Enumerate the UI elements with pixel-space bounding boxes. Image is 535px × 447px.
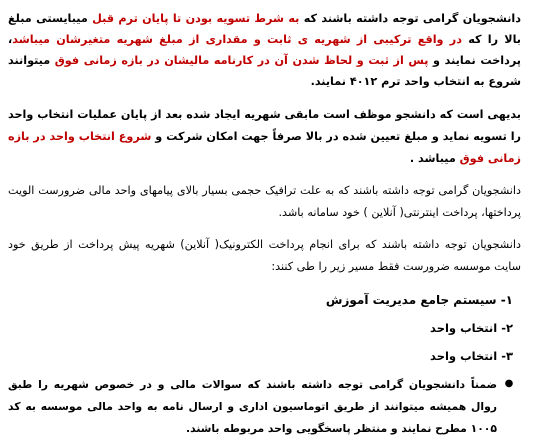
- step-course-selection: ۳- انتخاب واحد: [430, 349, 513, 363]
- online-payment-path-notice: دانشجویان توجه داشته باشند که برای انجام پرداخت الکترونیک( آنلاین) شهریه پیش پرداخت از طریق خود سایت موسسه ضرورست فقط مسیر زیر را طی کنند:: [8, 238, 521, 273]
- notice-text: میتوانند شروع به انتخاب واحد ترم ۴۰۱۲ نمایند.: [8, 54, 521, 88]
- payment-steps-list: [8, 286, 521, 370]
- bullet-icon: ●: [504, 378, 514, 389]
- notice-text: بدیهی است که دانشجو موظف است مابقی شهریه ایجاد شده بعد از پایان عملیات انتخاب واحد را تسویه نماید و مبلغ تعیین شده در بالا صرفاً جهت امکان شرکت و: [8, 108, 521, 143]
- notice-text: دانشجویان گرامی توجه داشته باشند که: [299, 12, 521, 25]
- notice-text: ، پرداخت نمایند و: [8, 33, 521, 67]
- notice-highlight: به شرط تسویه بودن تا پایان ترم قبل: [92, 12, 300, 25]
- financial-questions-note: [8, 374, 521, 440]
- notice-highlight: شروع انتخاب واحد در بازه زمانی فوق: [8, 130, 521, 165]
- step-education-system: ۱- سیستم جامع مدیریت آموزش: [325, 293, 513, 307]
- remaining-tuition-notice: [8, 104, 521, 170]
- financial-questions-text: ضمناً دانشجویان گرامی توجه داشته باشند که سوالات مالی و در خصوص شهریه را طبق روال همیشه میتوانند از طریق اتوماسیون اداری و ارسال نامه به واحد مالی موسسه به کد ۱۰۰۵ مطرح نمایند و منتظر پاسخگویی واحد مربوطه باشند.: [8, 378, 497, 435]
- tuition-payment-notice: [8, 8, 521, 92]
- notice-highlight: پس از ثبت و لحاظ شدن آن در کارنامه مالیشان در بازه زمانی فوق: [54, 54, 429, 67]
- notice-text: میبایستی مبلغ بالا را که: [8, 12, 521, 46]
- notice-text: میباشد .: [409, 152, 460, 165]
- step-course-selection: ۲- انتخاب واحد: [430, 321, 513, 335]
- online-payment-priority-notice: دانشجویان گرامی توجه داشته باشند که به علت ترافیک حجمی بسیار بالای پیامهای واحد مالی ضرورست الویت پرداختها، پرداخت اینترنتی( آنلاین ) خود سامانه باشد.: [8, 184, 521, 219]
- notice-highlight: در واقع ترکیبی از شهریه ی ثابت و مقداری از مبلغ شهریه متغیرشان میباشد: [12, 33, 462, 46]
